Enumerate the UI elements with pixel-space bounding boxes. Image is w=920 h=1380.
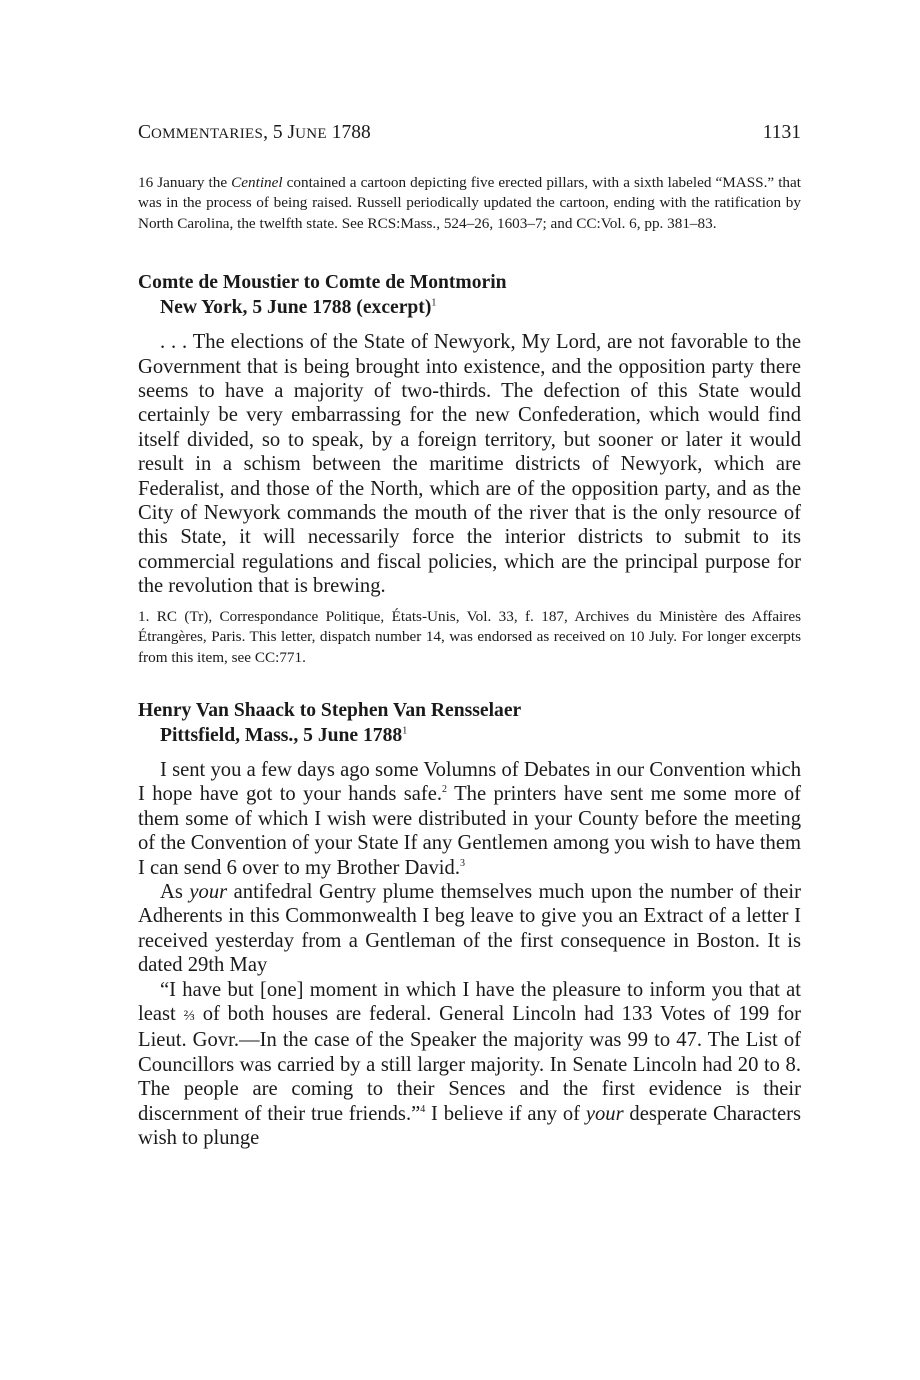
footnote-ref: 2	[442, 784, 448, 796]
top-footnote-continuation: 16 January the Centinel contained a cartoon depicting five erected pillars, with a sixth labeled “MASS.” that was in the process of being raised. Russell periodically updated the cartoon, ending with the ratification by North Carolina, the twelfth state. See RCS:Mass., 524–26, 1603–7; and CC:Vol. 6, pp. 381–83.	[138, 174, 801, 232]
running-head	[138, 120, 801, 147]
footnote-ref: 3	[459, 857, 465, 869]
running-head-title: COMMENTARIES, 5 JUNE 1788	[138, 122, 371, 143]
doc2-paragraph-3: “I have but [one] moment in which I have the pleasure to inform you that at least ⅔ of both houses are federal. General Lincoln had 133 Votes of 199 for Lieut. Govr.—In the case of the Speaker the majority was 99 to 47. The List of Councillors was carried by a still larger majority. In Senate Lincoln had 20 to 8. The people are coming to their Sences and the first evidence is their discernment of their true friends.”$^4$ I believe if any of your desperate Characters wish to plunge	[138, 978, 802, 1149]
doc2-paragraph-2: As your antifedral Gentry plume themselves much upon the number of their Adherents in this Commonwealth I beg leave to give you an Extract of a letter I received yesterday from a Gentleman of the first consequence in Boston. It is dated 29th May	[138, 880, 801, 977]
footnote-ref: 1	[431, 297, 437, 309]
doc1-heading-title: Comte de Moustier to Comte de Montmorin	[138, 272, 507, 294]
doc2-heading-place-date: Pittsfield, Mass., 5 June 1788$^1$	[160, 724, 408, 746]
document-page	[138, 120, 801, 1150]
doc1-body: . . . The elections of the State of Newyork, My Lord, are not favorable to the Government that is being brought into existence, and the opposition party there seems to have a majority of two-thirds. The defection of this State would certainly be very embarrassing for the new Confederation, which would find itself divided, so to speak, by a foreign territory, but sooner or later it would result in a schism between the maritime districts of Newyork, which are Federalist, and those of the North, which are of the opposition party, and as the City of Newyork commands the mouth of the river that is the only resource of this State, it will necessarily force the interior districts to submit to its commercial regulations and fiscal policies, which are the principal purpose for the revolution that is brewing.	[138, 331, 801, 598]
footnote-ref: 4	[420, 1103, 426, 1115]
doc2-heading-title: Henry Van Shaack to Stephen Van Rensselaer	[138, 699, 522, 721]
footnote-ref: 1	[402, 725, 408, 737]
doc2-paragraph-1: I sent you a few days ago some Volumns of Debates in our Convention which I hope have got to your hands safe.$^2$ The printers have sent me some more of them some of which I wish were distributed in your County before the meeting of the Convention of your State If any Gentlemen among you wish to have them I can send 6 over to my Brother David.$^3$	[138, 758, 801, 879]
doc1-heading-place-date: New York, 5 June 1788 (excerpt)$^1$	[160, 297, 437, 319]
page-number: 1131	[762, 122, 801, 143]
doc1-footnote-1: 1. RC (Tr), Correspondance Politique, États-Unis, Vol. 33, f. 187, Archives du Ministère des Affaires Étrangères, Paris. This letter, dispatch number 14, was endorsed as received on 10 July. For longer excerpts from this item, see CC:771.	[138, 607, 801, 666]
